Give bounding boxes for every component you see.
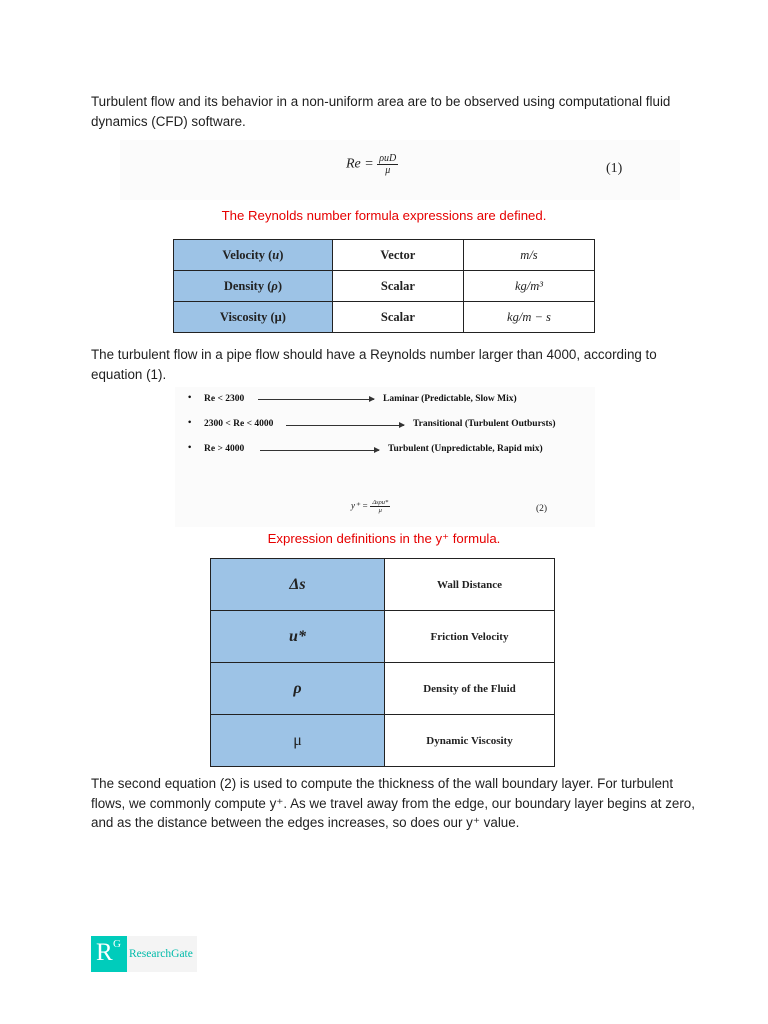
description-cell: Friction Velocity	[385, 611, 555, 663]
unit-cell: m/s	[463, 240, 594, 271]
researchgate-logo	[91, 936, 197, 972]
equation-2-lhs: y⁺ =	[351, 500, 369, 511]
type-cell: Scalar	[332, 302, 463, 333]
regime-label-transitional: Transitional (Turbulent Outbursts)	[413, 419, 556, 429]
regime-label-laminar: Laminar (Predictable, Slow Mix)	[383, 394, 517, 404]
caption-reynolds: The Reynolds number formula expressions are defined.	[221, 208, 547, 223]
intro-paragraph: Turbulent flow and its behavior in a non-uniform area are to be observed using computational fluid dynamics (CFD) software.	[91, 94, 671, 129]
regime-bullet: •	[188, 418, 192, 428]
regime-condition-laminar: Re < 2300	[204, 394, 245, 404]
description-cell: Dynamic Viscosity	[385, 715, 555, 767]
caption-yplus: Expression definitions in the y⁺ formula.	[267, 531, 501, 546]
table-row	[174, 271, 595, 302]
equation-2-numerator: Δsρu*	[372, 499, 389, 506]
table-row	[211, 559, 555, 611]
table-row	[211, 663, 555, 715]
variable-cell: Velocity (u)	[174, 240, 333, 271]
equation-1-block	[120, 140, 680, 200]
reynolds-variables-table	[173, 239, 595, 333]
table-row	[211, 715, 555, 767]
symbol-cell: u*	[211, 611, 385, 663]
yplus-variables-table	[210, 558, 555, 767]
variable-cell: Viscosity (μ)	[174, 302, 333, 333]
equation-1-denominator: μ	[385, 165, 391, 176]
symbol-cell: Δs	[211, 559, 385, 611]
equation-2-denominator: μ	[378, 507, 382, 514]
equation-1-number: (1)	[606, 161, 623, 176]
arrow-icon	[286, 425, 404, 426]
regime-label-turbulent: Turbulent (Unpredictable, Rapid mix)	[388, 444, 543, 454]
symbol-cell: ρ	[211, 663, 385, 715]
equation-2	[351, 499, 390, 514]
regime-condition-turbulent: Re > 4000	[204, 444, 245, 454]
table-row	[211, 611, 555, 663]
paragraph-turbulent: The turbulent flow in a pipe flow should have a Reynolds number larger than 4000, according to equation (1).	[91, 347, 657, 382]
regime-condition-transitional: 2300 < Re < 4000	[204, 419, 274, 429]
researchgate-text: ResearchGate	[129, 948, 193, 960]
description-cell: Wall Distance	[385, 559, 555, 611]
unit-cell: kg/m − s	[463, 302, 594, 333]
unit-cell: kg/m³	[463, 271, 594, 302]
table-row	[174, 302, 595, 333]
equation-1-lhs: Re =	[346, 156, 374, 172]
regime-bullet: •	[188, 393, 192, 403]
equation-1	[346, 153, 398, 176]
symbol-cell: μ	[211, 715, 385, 767]
variable-cell: Density (ρ)	[174, 271, 333, 302]
description-cell: Density of the Fluid	[385, 663, 555, 715]
equation-1-numerator: ρuD	[379, 153, 397, 164]
researchgate-badge: R G	[91, 936, 127, 972]
type-cell: Scalar	[332, 271, 463, 302]
paragraph-boundary-layer: The second equation (2) is used to compute the thickness of the wall boundary layer. For turbulent flows, we commonly compute y⁺. As we travel away from the edge, our boundary layer begins at zero, and as the distance between the edges increases, so does our y⁺ value.	[91, 776, 695, 830]
equation-2-number: (2)	[536, 504, 548, 514]
arrow-icon	[258, 399, 374, 400]
regime-bullet: •	[188, 443, 192, 453]
type-cell: Vector	[332, 240, 463, 271]
table-row	[174, 240, 595, 271]
arrow-icon	[260, 450, 379, 451]
